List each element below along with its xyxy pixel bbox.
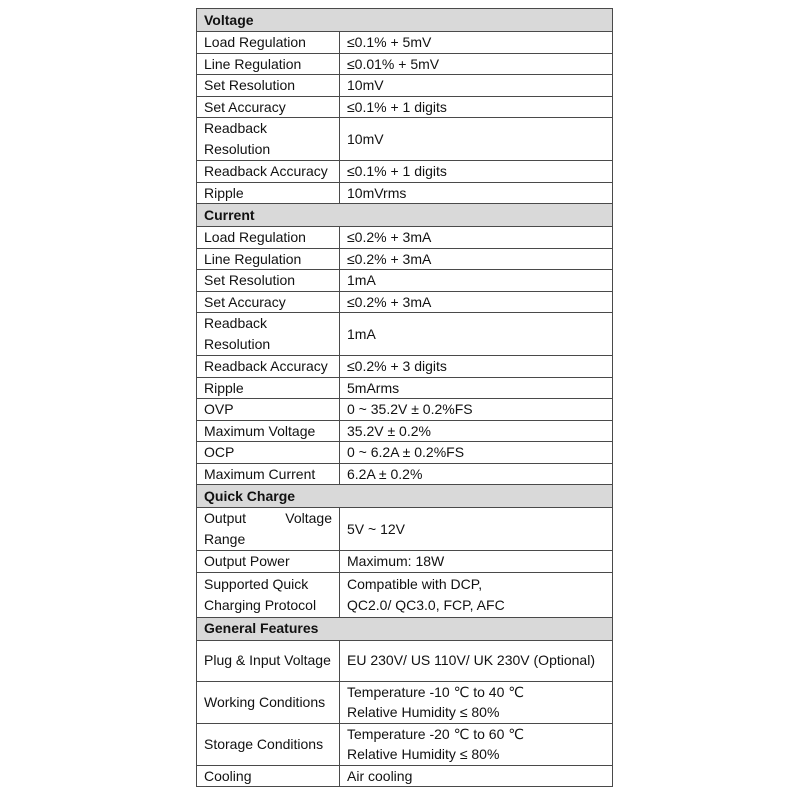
spec-value: 35.2V ± 0.2% [340, 420, 613, 442]
table-row [197, 32, 613, 54]
spec-value: 5V ~ 12V [340, 508, 613, 551]
spec-label: Cooling [197, 765, 340, 787]
spec-label: Maximum Voltage [197, 420, 340, 442]
spec-value: Maximum: 18W [340, 551, 613, 573]
table-row [197, 765, 613, 787]
spec-value: Compatible with DCP, QC2.0/ QC3.0, FCP, AFC [340, 572, 613, 617]
spec-label: Output Voltage Range [197, 508, 340, 551]
spec-label: Set Resolution [197, 270, 340, 292]
spec-value: 10mV [340, 75, 613, 97]
table-row [197, 508, 613, 551]
section-header-quick-charge [197, 485, 613, 508]
table-row [197, 399, 613, 421]
spec-value: 0 ~ 35.2V ± 0.2%FS [340, 399, 613, 421]
spec-label: Maximum Current [197, 463, 340, 485]
spec-label: OCP [197, 442, 340, 464]
spec-label: Output Power [197, 551, 340, 573]
spec-value: Air cooling [340, 765, 613, 787]
spec-label: Line Regulation [197, 248, 340, 270]
spec-value: 1mA [340, 313, 613, 356]
spec-value: ≤0.2% + 3mA [340, 248, 613, 270]
spec-label: Readback Accuracy [197, 356, 340, 378]
spec-value: 6.2A ± 0.2% [340, 463, 613, 485]
spec-value: ≤0.2% + 3mA [340, 291, 613, 313]
spec-value: ≤0.1% + 1 digits [340, 96, 613, 118]
table-row [197, 75, 613, 97]
table-row [197, 377, 613, 399]
section-title: Quick Charge [197, 485, 613, 508]
spec-label: Set Accuracy [197, 291, 340, 313]
table-row [197, 442, 613, 464]
spec-label: Ripple [197, 377, 340, 399]
spec-label: Supported Quick Charging Protocol [197, 572, 340, 617]
section-title: Voltage [197, 9, 613, 32]
spec-label: Working Conditions [197, 681, 340, 723]
table-row [197, 356, 613, 378]
spec-value: Temperature -10 ℃ to 40 ℃ Relative Humidity ≤ 80% [340, 681, 613, 723]
spec-label: Readback Accuracy [197, 161, 340, 183]
table-row [197, 182, 613, 204]
table-row [197, 723, 613, 765]
spec-value: 10mVrms [340, 182, 613, 204]
spec-label: Load Regulation [197, 227, 340, 249]
section-header-general-features [197, 617, 613, 640]
table-row [197, 227, 613, 249]
table-row [197, 572, 613, 617]
spec-label: Load Regulation [197, 32, 340, 54]
spec-value: 0 ~ 6.2A ± 0.2%FS [340, 442, 613, 464]
table-row [197, 96, 613, 118]
spec-table [196, 8, 613, 787]
table-row [197, 681, 613, 723]
spec-label: Readback Resolution [197, 313, 340, 356]
spec-label: Ripple [197, 182, 340, 204]
spec-value: ≤0.1% + 5mV [340, 32, 613, 54]
table-row [197, 313, 613, 356]
spec-label: Set Accuracy [197, 96, 340, 118]
spec-value: EU 230V/ US 110V/ UK 230V (Optional) [340, 640, 613, 681]
spec-label: Line Regulation [197, 53, 340, 75]
section-header-current [197, 204, 613, 227]
table-row [197, 420, 613, 442]
spec-value: 1mA [340, 270, 613, 292]
table-row [197, 161, 613, 183]
spec-value: 5mArms [340, 377, 613, 399]
spec-label: Plug & Input Voltage [197, 640, 340, 681]
spec-label: Readback Resolution [197, 118, 340, 161]
table-row [197, 640, 613, 681]
spec-value: ≤0.2% + 3 digits [340, 356, 613, 378]
spec-value: ≤0.2% + 3mA [340, 227, 613, 249]
spec-value: 10mV [340, 118, 613, 161]
table-row [197, 270, 613, 292]
spec-value: ≤0.01% + 5mV [340, 53, 613, 75]
spec-label: OVP [197, 399, 340, 421]
spec-value: ≤0.1% + 1 digits [340, 161, 613, 183]
table-row [197, 463, 613, 485]
section-title: General Features [197, 617, 613, 640]
section-header-voltage [197, 9, 613, 32]
table-row [197, 291, 613, 313]
table-row [197, 118, 613, 161]
table-row [197, 248, 613, 270]
spec-label: Storage Conditions [197, 723, 340, 765]
section-title: Current [197, 204, 613, 227]
spec-value: Temperature -20 ℃ to 60 ℃ Relative Humidity ≤ 80% [340, 723, 613, 765]
table-row [197, 53, 613, 75]
spec-label: Set Resolution [197, 75, 340, 97]
table-row [197, 551, 613, 573]
